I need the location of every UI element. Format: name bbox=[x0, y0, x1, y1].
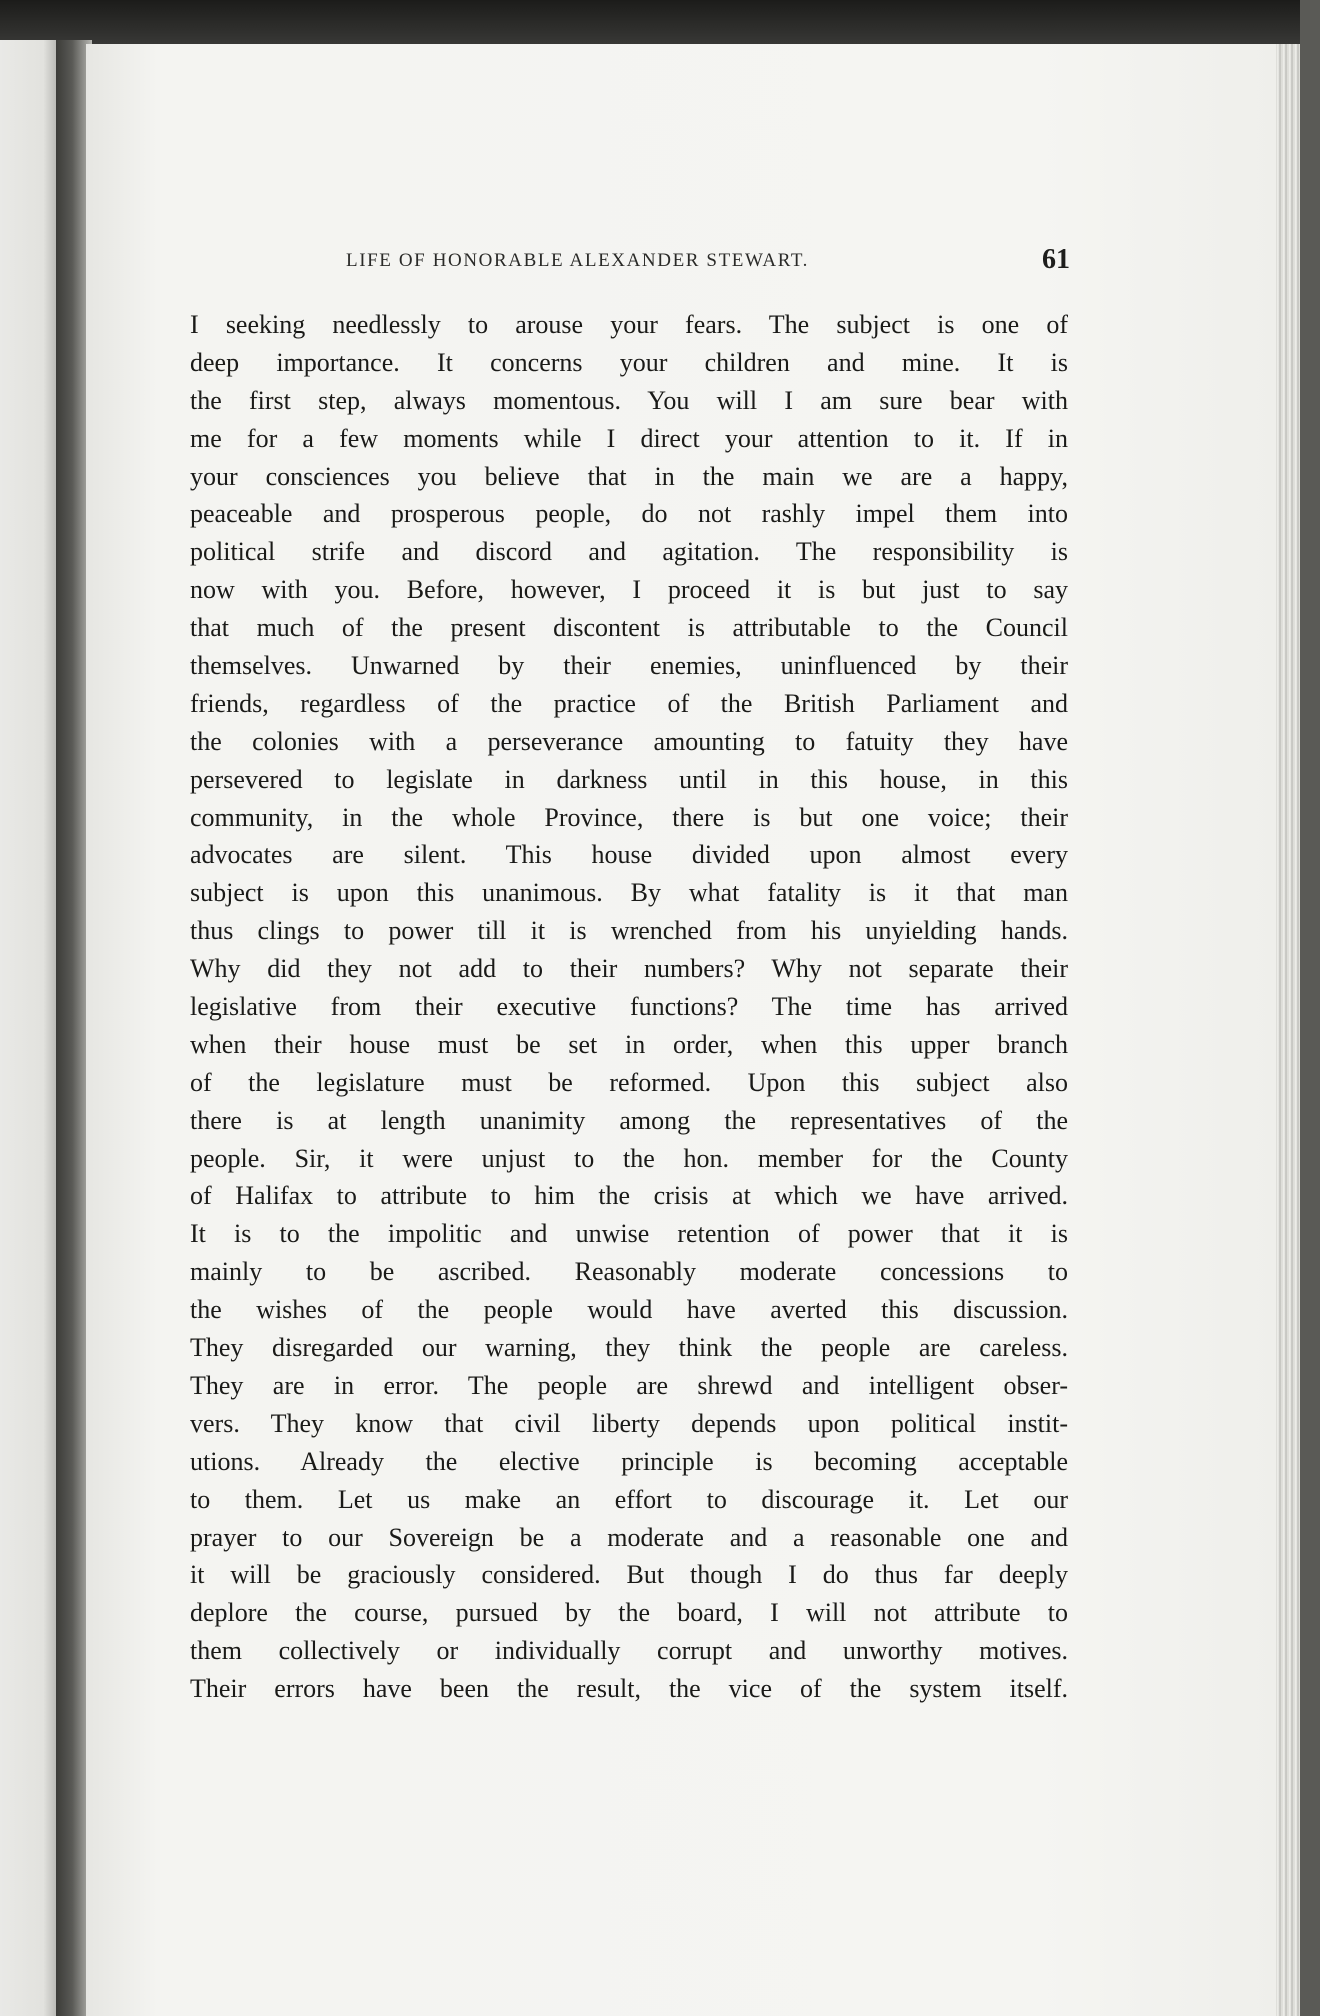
text-line-content: It is to the impolitic and unwise retention of power that it is bbox=[190, 1219, 1068, 1249]
text-line bbox=[190, 836, 1068, 874]
text-line-content: deplore the course, pursued by the board, I will not attribute to bbox=[190, 1598, 1068, 1628]
text-line bbox=[190, 1405, 1068, 1443]
text-line bbox=[190, 1215, 1068, 1253]
text-line bbox=[190, 420, 1068, 458]
text-line bbox=[190, 647, 1068, 685]
text-line-content: the colonies with a perseverance amounting to fatuity they have bbox=[190, 726, 1068, 756]
facing-page-edge bbox=[0, 40, 62, 2016]
text-line bbox=[190, 723, 1068, 761]
page-number: 61 bbox=[1042, 244, 1070, 275]
text-line-content: community, in the whole Province, there is but one voice; their bbox=[190, 802, 1068, 832]
text-line bbox=[190, 1481, 1068, 1519]
text-line bbox=[190, 950, 1068, 988]
text-line bbox=[190, 1670, 1068, 1708]
text-line bbox=[190, 1367, 1068, 1405]
text-line-content: subject is upon this unanimous. By what fatality is it that man bbox=[190, 878, 1068, 908]
text-line-content: advocates are silent. This house divided upon almost every bbox=[190, 840, 1068, 870]
text-line bbox=[190, 1329, 1068, 1367]
text-line bbox=[190, 1519, 1068, 1557]
text-line bbox=[190, 1291, 1068, 1329]
text-line bbox=[190, 1177, 1068, 1215]
text-line-content: Why did they not add to their numbers? Why not separate their bbox=[190, 954, 1068, 984]
text-line-content: I seeking needlessly to arouse your fears. The subject is one of bbox=[190, 310, 1068, 339]
text-line bbox=[190, 761, 1068, 799]
text-line bbox=[190, 1443, 1068, 1481]
text-line-content: political strife and discord and agitation. The responsibility is bbox=[190, 537, 1068, 567]
text-line bbox=[190, 495, 1068, 533]
text-line bbox=[190, 1594, 1068, 1632]
text-line-content: people. Sir, it were unjust to the hon. member for the County bbox=[190, 1143, 1068, 1173]
text-line bbox=[190, 1556, 1068, 1594]
text-line bbox=[190, 1140, 1068, 1178]
text-line bbox=[190, 1064, 1068, 1102]
text-line bbox=[190, 1026, 1068, 1064]
text-line bbox=[190, 988, 1068, 1026]
text-line-content: thus clings to power till it is wrenched from his unyielding hands. bbox=[190, 916, 1068, 946]
running-head bbox=[190, 244, 1070, 284]
text-line bbox=[190, 344, 1068, 382]
text-line bbox=[190, 306, 1068, 344]
text-line-content: of Halifax to attribute to him the crisis at which we have arrived. bbox=[190, 1181, 1068, 1211]
text-line-content: vers. They know that civil liberty depends upon political instit- bbox=[190, 1408, 1068, 1438]
text-line-content: Their errors have been the result, the vice of the system itself. bbox=[190, 1674, 1068, 1704]
body-text bbox=[190, 306, 1068, 1708]
text-line-content: there is at length unanimity among the representatives of the bbox=[190, 1105, 1068, 1135]
text-line-content: mainly to be ascribed. Reasonably moderate concessions to bbox=[190, 1257, 1068, 1287]
running-title: LIFE OF HONORABLE ALEXANDER STEWART. bbox=[346, 250, 810, 271]
text-line-content: persevered to legislate in darkness until in this house, in this bbox=[190, 764, 1068, 794]
scanner-top-shadow bbox=[0, 0, 1320, 48]
text-line-content: to them. Let us make an effort to discourage it. Let our bbox=[190, 1484, 1068, 1514]
text-line-content: that much of the present discontent is attributable to the Council bbox=[190, 613, 1068, 643]
text-line-content: They are in error. The people are shrewd and intelligent obser- bbox=[190, 1370, 1068, 1400]
text-line bbox=[190, 1253, 1068, 1291]
text-line bbox=[190, 382, 1068, 420]
text-line-content: friends, regardless of the practice of the British Parliament and bbox=[190, 688, 1068, 718]
text-line-content: the first step, always momentous. You will I am sure bear with bbox=[190, 385, 1068, 415]
text-line-content: your consciences you believe that in the main we are a happy, bbox=[190, 461, 1068, 491]
text-line-content: themselves. Unwarned by their enemies, uninfluenced by their bbox=[190, 651, 1068, 681]
text-line-content: utions. Already the elective principle is becoming acceptable bbox=[190, 1446, 1068, 1476]
text-line-content: peaceable and prosperous people, do not rashly impel them into bbox=[190, 499, 1068, 529]
text-line-content: the wishes of the people would have averted this discussion. bbox=[190, 1295, 1068, 1325]
text-line-content: them collectively or individually corrupt and unworthy motives. bbox=[190, 1636, 1068, 1666]
text-line bbox=[190, 799, 1068, 837]
text-line bbox=[190, 571, 1068, 609]
text-line bbox=[190, 912, 1068, 950]
text-line-content: it will be graciously considered. But though I do thus far deeply bbox=[190, 1560, 1068, 1590]
text-line bbox=[190, 1632, 1068, 1670]
scanner-right-shadow bbox=[1300, 0, 1320, 2016]
text-line-content: prayer to our Sovereign be a moderate and a reasonable one and bbox=[190, 1522, 1068, 1552]
text-line bbox=[190, 685, 1068, 723]
text-line bbox=[190, 1102, 1068, 1140]
text-line bbox=[190, 533, 1068, 571]
text-line-content: of the legislature must be reformed. Upon this subject also bbox=[190, 1067, 1068, 1097]
text-line-content: legislative from their executive functions? The time has arrived bbox=[190, 992, 1068, 1022]
text-line bbox=[190, 609, 1068, 647]
text-line-content: when their house must be set in order, when this upper branch bbox=[190, 1029, 1068, 1059]
text-line-content: now with you. Before, however, I proceed it is but just to say bbox=[190, 575, 1068, 605]
text-line-content: deep importance. It concerns your children and mine. It is bbox=[190, 347, 1068, 377]
text-line-content: They disregarded our warning, they think the people are careless. bbox=[190, 1333, 1068, 1363]
text-line bbox=[190, 458, 1068, 496]
text-line bbox=[190, 874, 1068, 912]
text-line-content: me for a few moments while I direct your attention to it. If in bbox=[190, 423, 1068, 453]
